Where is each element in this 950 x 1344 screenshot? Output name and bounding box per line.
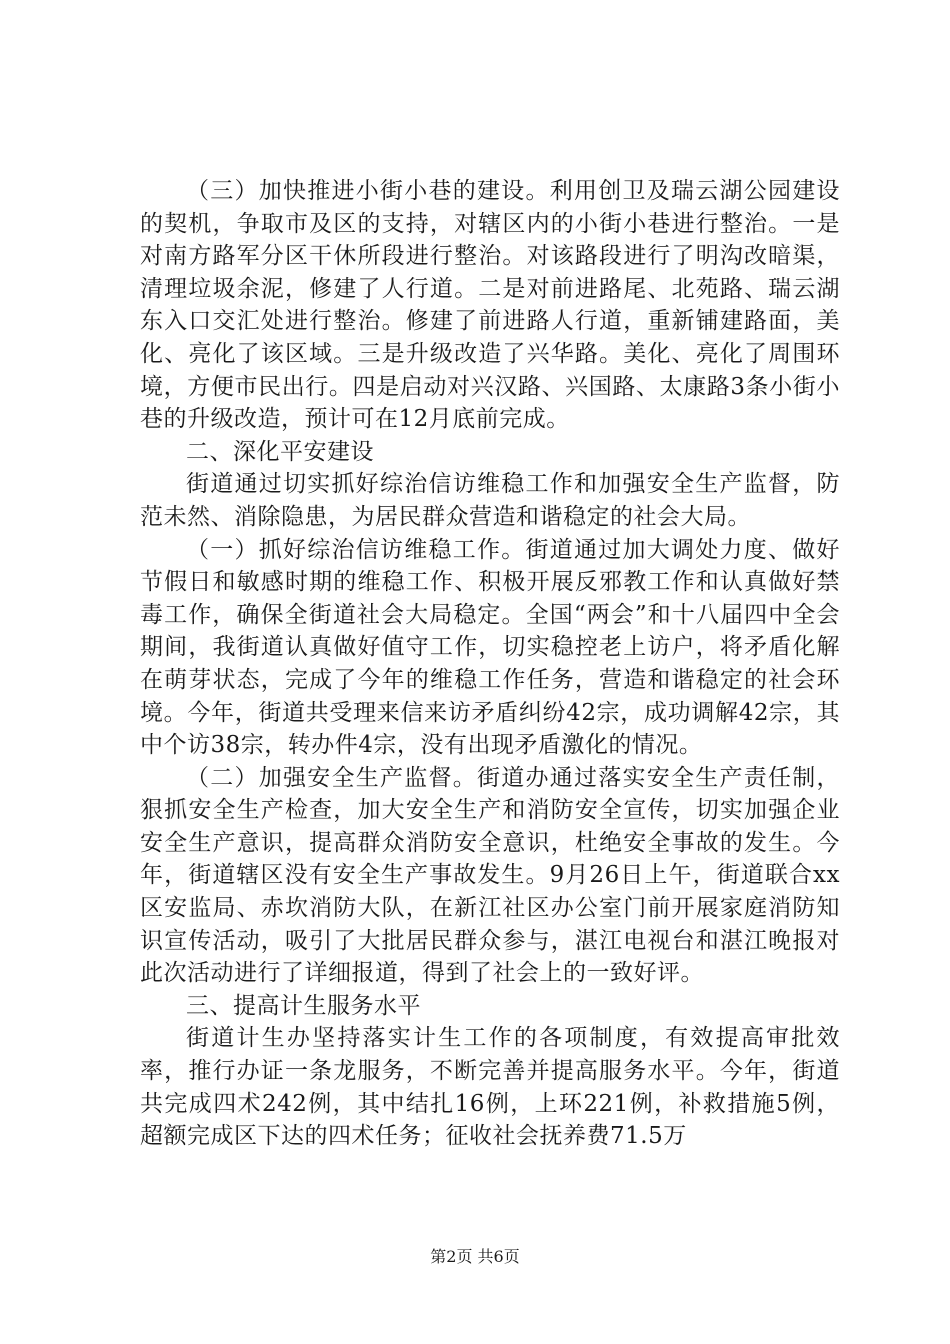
document-body	[140, 175, 840, 1153]
heading-safety-construction: 二、深化平安建设	[186, 438, 374, 465]
paragraph-safety-intro: 街道通过切实抓好综治信访维稳工作和加强安全生产监督，防范未然、消除隐患，为居民群众营造和谐稳定的社会大局。	[140, 471, 840, 530]
paragraph-small-streets: （三）加快推进小街小巷的建设。利用创卫及瑞云湖公园建设的契机，争取市及区的支持，对辖区内的小街小巷进行整治。一是对南方路军分区干休所段进行整治。对该路段进行了明沟改暗渠，清理垃圾余泥，修建了人行道。二是对前进路尾、北苑路、瑞云湖东入口交汇处进行整治。修建了前进路人行道，重新铺建路面，美化、亮化了该区域。三是升级改造了兴华路。美化、亮化了周围环境，方便市民出行。四是启动对兴汉路、兴国路、太康路3条小街小巷的升级改造，预计可在12月底前完成。	[140, 178, 840, 433]
paragraph-family-planning: 街道计生办坚持落实计生工作的各项制度，有效提高审批效率，推行办证一条龙服务，不断完善并提高服务水平。今年，街道共完成四术242例，其中结扎16例，上环221例，补救措施5例，超额完成区下达的四术任务；征收社会抚养费71.5万	[140, 1025, 840, 1150]
heading-family-planning: 三、提高计生服务水平	[186, 992, 421, 1019]
paragraph-production-safety: （二）加强安全生产监督。街道办通过落实安全生产责任制，狠抓安全生产检查，加大安全生产和消防安全宣传，切实加强企业安全生产意识，提高群众消防安全意识，杜绝安全事故的发生。今年，街道辖区没有安全生产事故发生。9月26日上午，街道联合xx区安监局、赤坎消防大队，在新江社区办公室门前开展家庭消防知识宣传活动，吸引了大批居民群众参与，湛江电视台和湛江晚报对此次活动进行了详细报道，得到了社会上的一致好评。	[140, 764, 840, 987]
page-footer: 第2页 共6页	[430, 1247, 520, 1266]
paragraph-stability-work: （一）抓好综治信访维稳工作。街道通过加大调处力度、做好节假日和敏感时期的维稳工作、积极开展反邪教工作和认真做好禁毒工作，确保全街道社会大局稳定。全国“两会”和十八届四中全会期间，我街道认真做好值守工作，切实稳控老上访户，将矛盾化解在萌芽状态，完成了今年的维稳工作任务，营造和谐稳定的社会环境。今年，街道共受理来信来访矛盾纠纷42宗，成功调解42宗，其中个访38宗，转办件4宗，没有出现矛盾激化的情况。	[140, 536, 840, 759]
